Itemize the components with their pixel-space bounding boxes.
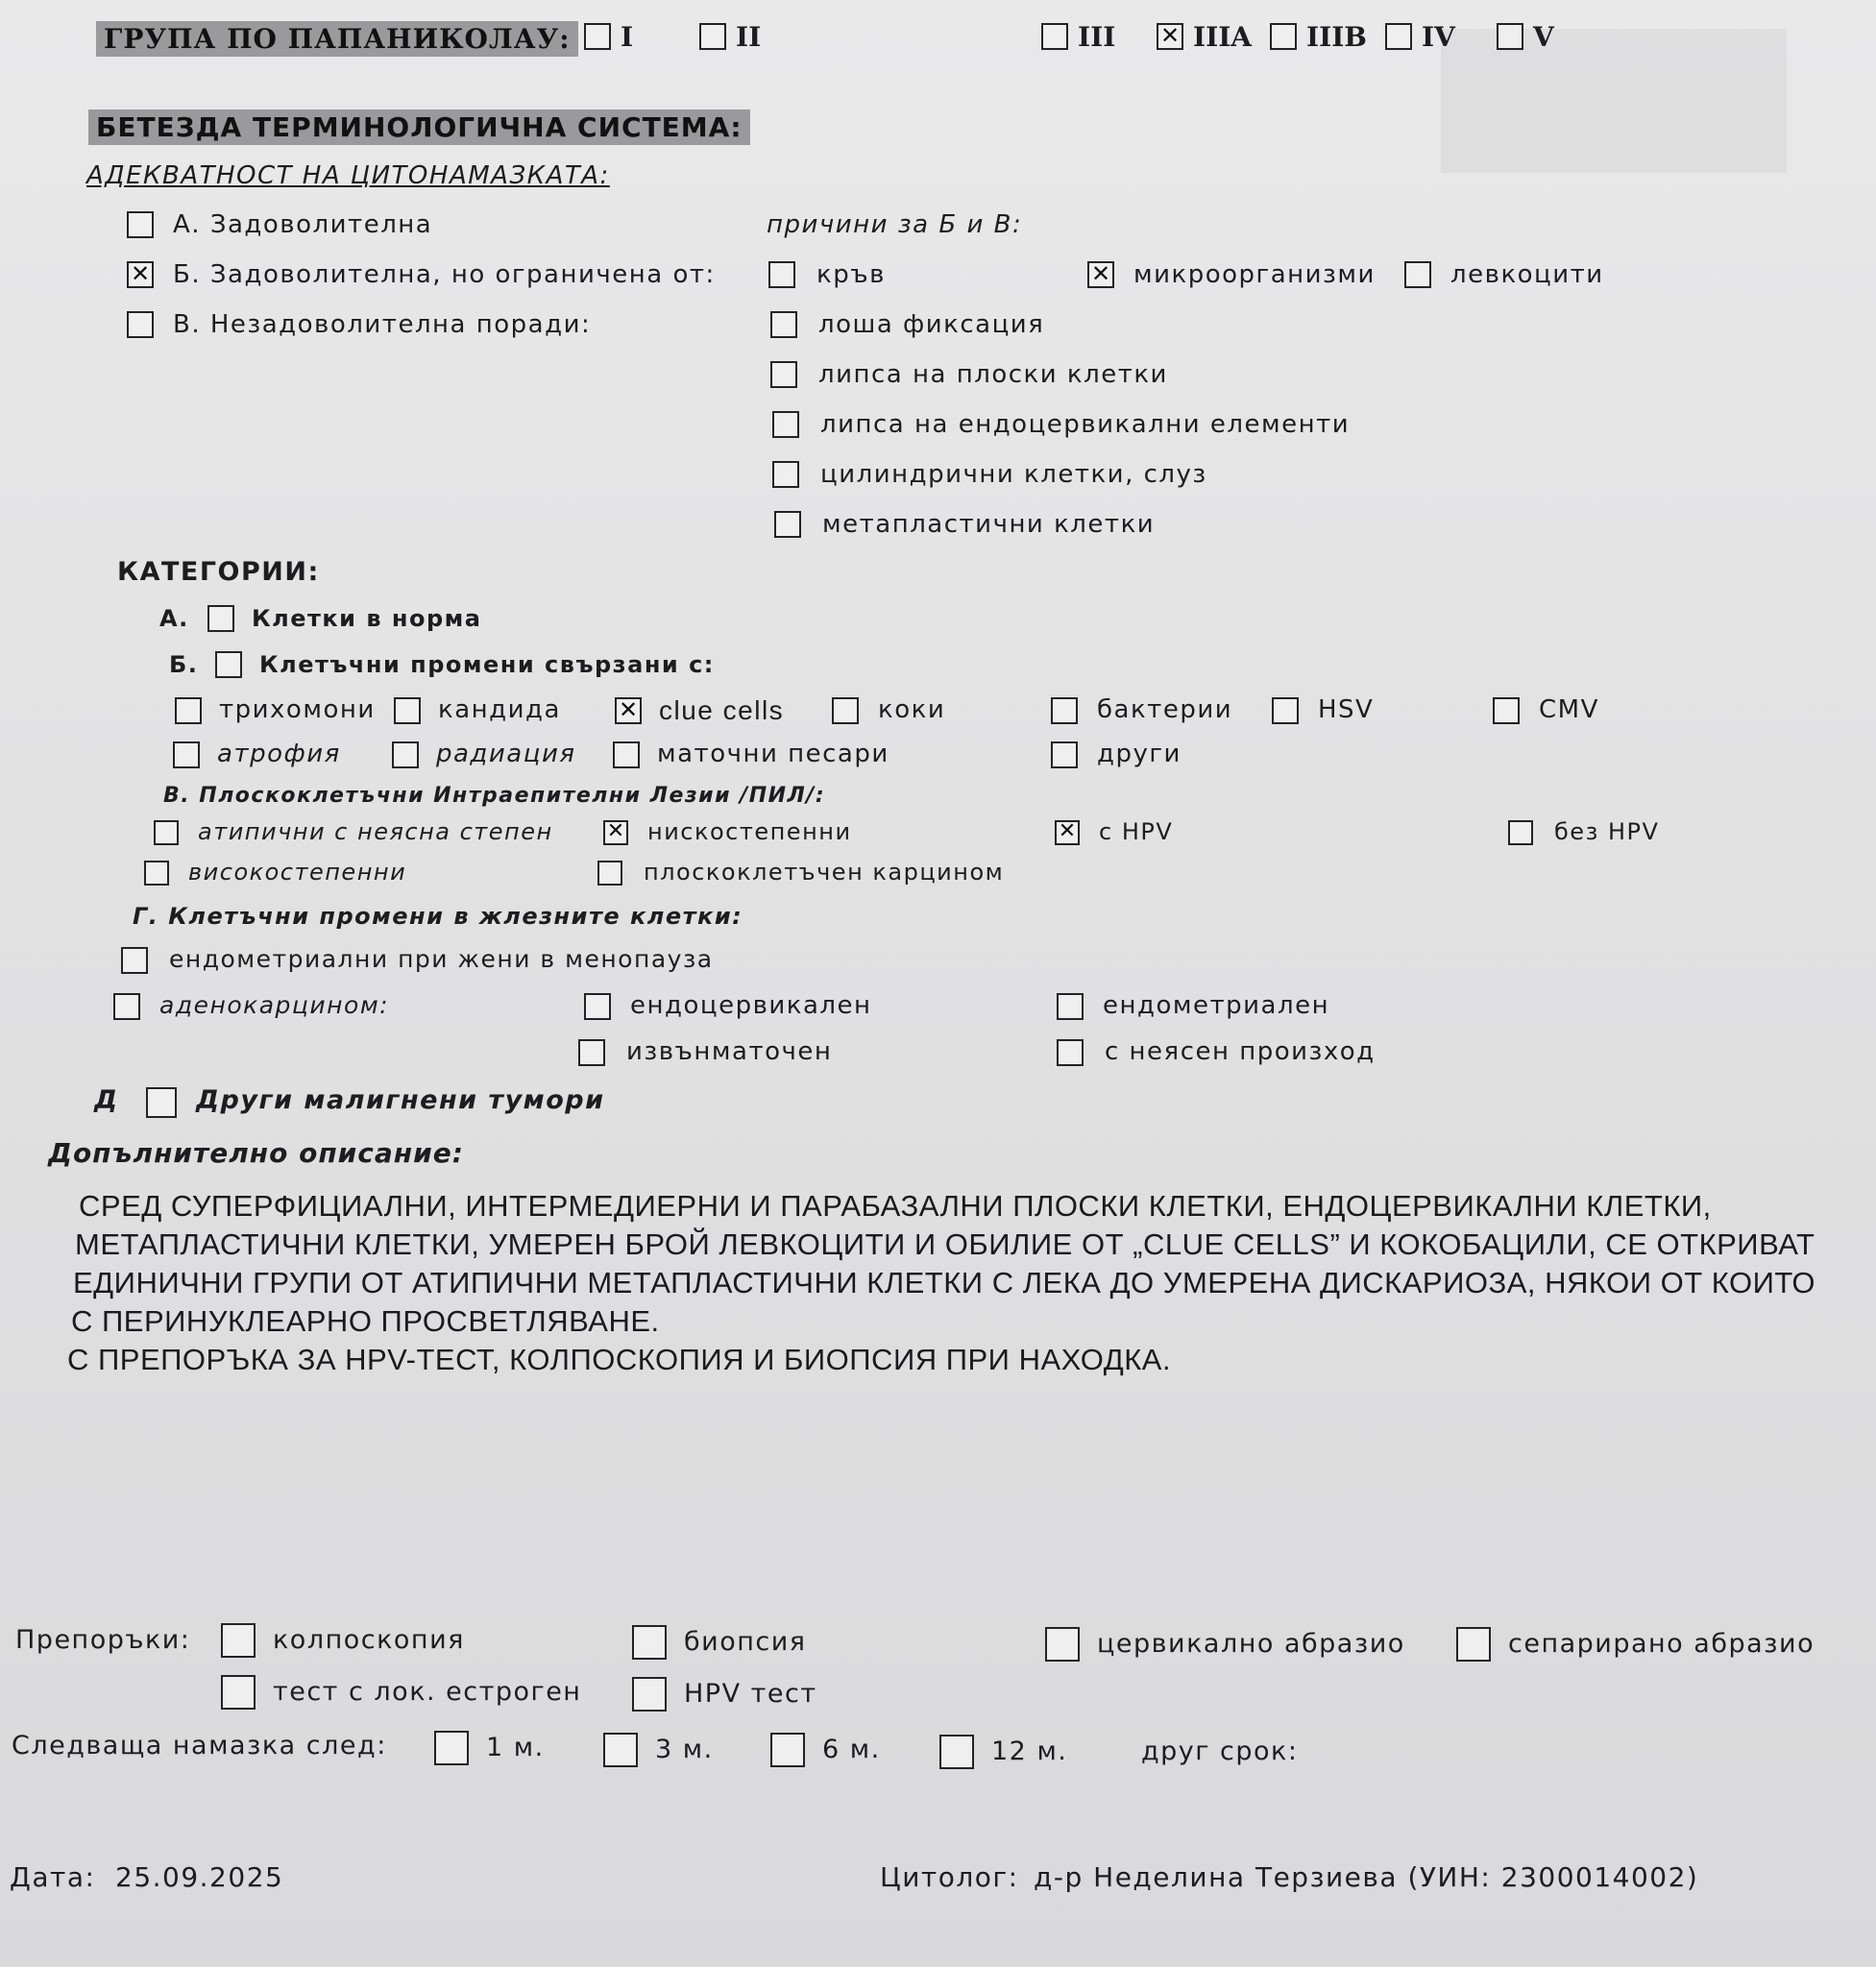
- recommendations-title: Препоръки:: [15, 1625, 191, 1655]
- b-checkbox-cmv[interactable]: [1493, 697, 1520, 724]
- adequacy-checkbox-b[interactable]: ✕: [127, 261, 154, 288]
- reason-checkbox-no-squamous[interactable]: [770, 361, 797, 388]
- b-label-other: други: [1097, 740, 1182, 768]
- reason-label-poor-fixation: лоша фиксация: [818, 310, 1045, 339]
- description-line: С ПРЕПОРЪКА ЗА HPV-ТЕСТ, КОЛПОСКОПИЯ И БИОПСИЯ ПРИ НАХОДКА.: [67, 1343, 1172, 1376]
- d-label-endometrial-menopause: ендометриални при жени в менопауза: [169, 945, 714, 973]
- next-checkbox-3m[interactable]: [603, 1733, 638, 1767]
- b-checkbox-cocci[interactable]: [832, 697, 859, 724]
- papanicolaou-title: ГРУПА ПО ПАПАНИКОЛАУ:: [96, 21, 578, 57]
- pap-label-iiia: IIIA: [1193, 21, 1253, 53]
- description-text: [65, 1187, 1862, 1379]
- reason-checkbox-no-endocervical[interactable]: [772, 411, 799, 438]
- c-checkbox-squamous-carcinoma[interactable]: [597, 861, 622, 886]
- b-label-pessary: маточни песари: [657, 740, 889, 768]
- d-label-extrauterine: извънматочен: [626, 1037, 833, 1066]
- pap-label-iiib: IIIB: [1306, 21, 1367, 53]
- pap-checkbox-iiia[interactable]: ✕: [1157, 23, 1183, 50]
- category-a-checkbox[interactable]: [207, 605, 234, 632]
- b-checkbox-other[interactable]: [1051, 741, 1078, 768]
- d-label-endometrial: ендометриален: [1103, 991, 1330, 1020]
- pap-checkbox-i[interactable]: [584, 23, 611, 50]
- pap-label-i: I: [621, 21, 634, 53]
- category-b-prefix: Б.: [169, 651, 199, 678]
- reason-label-leukocytes: левкоцити: [1450, 260, 1604, 289]
- next-checkbox-12m[interactable]: [939, 1735, 974, 1769]
- d-label-endocervical: ендоцервикален: [630, 991, 872, 1020]
- reason-label-no-squamous: липса на плоски клетки: [818, 360, 1168, 389]
- bethesda-title: БЕТЕЗДА ТЕРМИНОЛОГИЧНА СИСТЕМА:: [88, 109, 750, 145]
- c-label-ascus: атипични с неясна степен: [198, 818, 553, 845]
- c-label-squamous-carcinoma: плоскоклетъчен карцином: [644, 859, 1005, 886]
- rec-label-hpv-test: HPV тест: [684, 1679, 817, 1709]
- pap-label-ii: II: [736, 21, 762, 53]
- reason-checkbox-metaplastic[interactable]: [774, 511, 801, 538]
- b-checkbox-hsv[interactable]: [1272, 697, 1299, 724]
- reason-label-cylindrical: цилиндрични клетки, слуз: [820, 460, 1207, 489]
- category-d-title: Г. Клетъчни промени в жлезните клетки:: [133, 903, 743, 930]
- next-checkbox-1m[interactable]: [434, 1731, 469, 1765]
- c-checkbox-ascus[interactable]: [154, 820, 179, 845]
- b-label-trichomonas: трихомони: [219, 695, 376, 724]
- b-checkbox-clue-cells[interactable]: ✕: [615, 697, 642, 724]
- rec-label-separate-abrasion: сепарирано абразио: [1508, 1629, 1815, 1659]
- d-checkbox-unclear-origin[interactable]: [1057, 1039, 1084, 1066]
- description-title: Допълнително описание:: [48, 1137, 464, 1169]
- rec-label-cervical-abrasion: цервикално абразио: [1097, 1629, 1405, 1659]
- rec-checkbox-colposcopy[interactable]: [221, 1623, 256, 1658]
- description-line: ЕДИНИЧНИ ГРУПИ ОТ АТИПИЧНИ МЕТАПЛАСТИЧНИ КЛЕТКИ С ЛЕКА ДО УМЕРЕНА ДИСКАРИОЗА, НЯКОИ ОТ КОИТО: [73, 1266, 1816, 1299]
- reason-checkbox-cylindrical[interactable]: [772, 461, 799, 488]
- pap-checkbox-v[interactable]: [1497, 23, 1523, 50]
- b-label-cmv: CMV: [1539, 695, 1599, 724]
- pap-checkbox-iv[interactable]: [1385, 23, 1412, 50]
- c-label-with-hpv: с HPV: [1099, 818, 1174, 845]
- b-checkbox-trichomonas[interactable]: [175, 697, 202, 724]
- c-checkbox-with-hpv[interactable]: ✕: [1055, 820, 1080, 845]
- d-checkbox-endometrial[interactable]: [1057, 993, 1084, 1020]
- rec-checkbox-biopsy[interactable]: [632, 1625, 667, 1660]
- reason-checkbox-microorganisms[interactable]: ✕: [1087, 261, 1114, 288]
- reason-checkbox-poor-fixation[interactable]: [770, 311, 797, 338]
- cytologist-label: Цитолог:: [880, 1861, 1019, 1893]
- d-label-adenocarcinoma: аденокарцином:: [159, 991, 390, 1019]
- reason-label-microorganisms: микроорганизми: [1133, 260, 1376, 289]
- c-checkbox-high-grade[interactable]: [144, 861, 169, 886]
- cytologist-name: д-р Неделина Терзиева (УИН: 2300014002): [1034, 1861, 1699, 1893]
- rec-checkbox-cervical-abrasion[interactable]: [1045, 1627, 1080, 1662]
- categories-title: КАТЕГОРИИ:: [117, 557, 320, 587]
- pap-checkbox-iii[interactable]: [1041, 23, 1068, 50]
- d-checkbox-endometrial-menopause[interactable]: [121, 947, 148, 974]
- rec-label-colposcopy: колпоскопия: [273, 1625, 465, 1655]
- description-line: СРЕД СУПЕРФИЦИАЛНИ, ИНТЕРМЕДИЕРНИ И ПАРАБАЗАЛНИ ПЛОСКИ КЛЕТКИ, ЕНДОЦЕРВИКАЛНИ КЛЕТКИ,: [79, 1189, 1712, 1223]
- category-a-label: Клетки в норма: [252, 605, 482, 632]
- b-label-clue-cells: clue cells: [659, 695, 785, 725]
- b-label-radiation: радиация: [436, 740, 576, 768]
- next-label-6m: 6 м.: [822, 1735, 881, 1764]
- description-line: МЕТАПЛАСТИЧНИ КЛЕТКИ, УМЕРЕН БРОЙ ЛЕВКОЦИТИ И ОБИЛИЕ ОТ „CLUE CELLS” И КОКОБАЦИЛИ, СЕ ОТКРИВАТ: [75, 1227, 1815, 1261]
- b-checkbox-atrophy[interactable]: [173, 741, 200, 768]
- adequacy-title: АДЕКВАТНОСТ НА ЦИТОНАМАЗКАТА:: [86, 161, 610, 190]
- next-smear-title: Следваща намазка след:: [12, 1731, 387, 1761]
- reason-label-no-endocervical: липса на ендоцервикални елементи: [820, 410, 1351, 439]
- c-label-low-grade: нискостепенни: [647, 818, 852, 845]
- d-checkbox-adenocarcinoma[interactable]: [113, 993, 140, 1020]
- rec-label-estrogen-test: тест с лок. естроген: [273, 1677, 582, 1707]
- reason-checkbox-blood[interactable]: [768, 261, 795, 288]
- b-checkbox-pessary[interactable]: [613, 741, 640, 768]
- adequacy-label-b: Б. Задоволителна, но ограничена от:: [173, 260, 716, 289]
- b-label-cocci: коки: [878, 695, 946, 724]
- category-e-label: Други малигнени тумори: [196, 1085, 605, 1115]
- d-label-unclear-origin: с неясен произход: [1105, 1037, 1376, 1066]
- date-value: 25.09.2025: [115, 1861, 284, 1893]
- pap-checkbox-ii[interactable]: [699, 23, 726, 50]
- b-label-bacteria: бактерии: [1097, 695, 1233, 724]
- c-label-high-grade: високостепенни: [188, 859, 407, 886]
- category-b-label: Клетъчни промени свързани с:: [259, 651, 715, 678]
- b-checkbox-radiation[interactable]: [392, 741, 419, 768]
- category-c-title: В. Плоскоклетъчни Интраепителни Лезии /ПИЛ/:: [163, 784, 826, 808]
- next-label-3m: 3 м.: [655, 1735, 714, 1764]
- c-checkbox-without-hpv[interactable]: [1508, 820, 1533, 845]
- adequacy-label-c: В. Незадоволителна поради:: [173, 310, 592, 339]
- description-line: С ПЕРИНУКЛЕАРНО ПРОСВЕТЛЯВАНЕ.: [71, 1304, 660, 1338]
- reasons-title: причини за Б и В:: [767, 210, 1023, 239]
- adequacy-checkbox-a[interactable]: [127, 211, 154, 238]
- rec-checkbox-hpv-test[interactable]: [632, 1677, 667, 1712]
- reason-label-metaplastic: метапластични клетки: [822, 510, 1156, 539]
- rec-checkbox-estrogen-test[interactable]: [221, 1675, 256, 1710]
- b-label-atrophy: атрофия: [217, 740, 341, 768]
- pap-label-v: V: [1533, 21, 1554, 53]
- adequacy-label-a: А. Задоволителна: [173, 210, 433, 239]
- next-other-label: друг срок:: [1141, 1736, 1299, 1766]
- category-a-prefix: А.: [159, 605, 189, 632]
- b-checkbox-bacteria[interactable]: [1051, 697, 1078, 724]
- category-e-checkbox[interactable]: [146, 1087, 177, 1118]
- bleed-through-block: [1441, 29, 1787, 173]
- c-checkbox-low-grade[interactable]: ✕: [603, 820, 628, 845]
- reason-label-blood: кръв: [816, 260, 886, 289]
- category-b-checkbox[interactable]: [215, 651, 242, 678]
- pap-label-iv: IV: [1422, 21, 1455, 53]
- date-label: Дата:: [10, 1861, 96, 1893]
- pap-label-iii: III: [1078, 21, 1116, 53]
- next-label-1m: 1 м.: [486, 1733, 545, 1762]
- b-label-candida: кандида: [438, 695, 561, 724]
- c-label-without-hpv: без HPV: [1554, 818, 1660, 845]
- next-label-12m: 12 м.: [991, 1736, 1068, 1766]
- d-checkbox-extrauterine[interactable]: [578, 1039, 605, 1066]
- reason-checkbox-leukocytes[interactable]: [1404, 261, 1431, 288]
- adequacy-checkbox-c[interactable]: [127, 311, 154, 338]
- b-label-hsv: HSV: [1318, 695, 1375, 724]
- pap-checkbox-iiib[interactable]: [1270, 23, 1297, 50]
- rec-label-biopsy: биопсия: [684, 1627, 807, 1657]
- b-checkbox-candida[interactable]: [394, 697, 421, 724]
- rec-checkbox-separate-abrasion[interactable]: [1456, 1627, 1491, 1662]
- next-checkbox-6m[interactable]: [770, 1733, 805, 1767]
- category-e-prefix: Д: [94, 1085, 118, 1115]
- d-checkbox-endocervical[interactable]: [584, 993, 611, 1020]
